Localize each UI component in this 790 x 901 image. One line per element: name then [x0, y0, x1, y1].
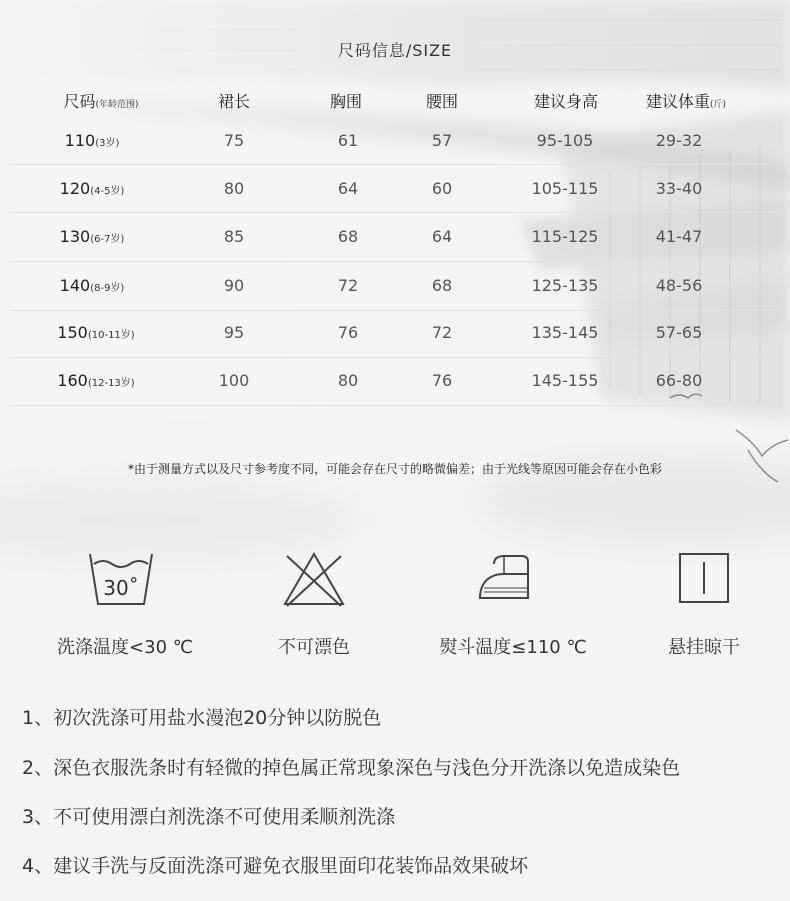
care-tip: 4、建议手洗与反面洗涤可避免衣服里面印花装饰品效果破坏 — [22, 855, 529, 877]
care-tip: 1、初次洗涤可用盐水漫泡20分钟以防脱色 — [22, 707, 382, 729]
no-bleach-icon — [279, 548, 349, 610]
chest-cell: 61 — [337, 131, 359, 150]
header-height: 建议身高 — [533, 92, 599, 111]
size-cell: 150(10-11岁) — [57, 323, 135, 342]
row-divider — [10, 310, 780, 311]
care-label-wash: 洗涤温度<30 ℃ — [57, 637, 193, 658]
care-tip: 2、深色衣服洗条时有轻微的掉色属正常现象深色与浅色分开洗涤以免造成染色 — [22, 757, 681, 779]
wash-temperature-text: 30˚ — [103, 576, 139, 600]
length-cell: 80 — [223, 179, 245, 198]
row-divider — [10, 405, 780, 406]
care-label-no-bleach: 不可漂色 — [278, 637, 350, 658]
size-cell: 160(12-13岁) — [57, 371, 135, 390]
size-table-header — [0, 89, 790, 115]
header-length: 裙长 — [217, 92, 251, 111]
waist-cell: 76 — [431, 371, 453, 390]
table-row — [0, 266, 790, 314]
weight-cell: 33-40 — [655, 179, 703, 198]
size-cell: 140(8-9岁) — [59, 276, 125, 295]
length-cell: 100 — [218, 371, 250, 390]
measurement-note: *由于测量方式以及尺寸参考度不同，可能会存在尺寸的略微偏差；由于光线等原因可能会存在小色彩 — [127, 462, 662, 476]
height-cell: 145-155 — [531, 371, 599, 390]
chest-cell: 68 — [337, 227, 359, 246]
size-cell: 130(6-7岁) — [59, 227, 125, 246]
header-chest: 胸围 — [329, 92, 363, 111]
length-cell: 95 — [223, 323, 245, 342]
waist-cell: 72 — [431, 323, 453, 342]
size-cell: 110(3岁) — [64, 131, 120, 150]
header-waist: 腰围 — [425, 92, 459, 111]
care-tip: 3、不可使用漂白剂洗涤不可使用柔顺剂洗涤 — [22, 806, 396, 828]
waist-cell: 60 — [431, 179, 453, 198]
chest-cell: 72 — [337, 276, 359, 295]
header-size: 尺码(年龄范围) — [63, 92, 139, 111]
page-title: 尺码信息/SIZE — [337, 41, 453, 60]
weight-cell: 41-47 — [655, 227, 703, 246]
table-row — [0, 217, 790, 265]
header-weight: 建议体重(斤) — [645, 92, 727, 111]
waist-cell: 64 — [431, 227, 453, 246]
row-divider — [10, 212, 780, 213]
care-label-iron: 熨斗温度≤110 ℃ — [439, 637, 587, 658]
wash-30-icon — [86, 548, 156, 610]
waist-cell: 57 — [431, 131, 453, 150]
height-cell: 105-115 — [531, 179, 599, 198]
weight-cell: 66-80 — [655, 371, 703, 390]
size-cell: 120(4-5岁) — [59, 179, 125, 198]
row-divider — [10, 164, 780, 165]
table-row — [0, 121, 790, 169]
height-cell: 95-105 — [536, 131, 594, 150]
length-cell: 85 — [223, 227, 245, 246]
table-row — [0, 169, 790, 217]
length-cell: 75 — [223, 131, 245, 150]
height-cell: 115-125 — [531, 227, 599, 246]
waist-cell: 68 — [431, 276, 453, 295]
chest-cell: 80 — [337, 371, 359, 390]
length-cell: 90 — [223, 276, 245, 295]
care-label-hang-dry: 悬挂晾干 — [668, 637, 740, 658]
row-divider — [10, 261, 780, 262]
height-cell: 125-135 — [531, 276, 599, 295]
chest-cell: 64 — [337, 179, 359, 198]
height-cell: 135-145 — [531, 323, 599, 342]
weight-cell: 48-56 — [655, 276, 703, 295]
table-row — [0, 313, 790, 361]
hang-dry-icon — [669, 548, 739, 610]
weight-cell: 57-65 — [655, 323, 703, 342]
weight-cell: 29-32 — [655, 131, 703, 150]
row-divider — [10, 357, 780, 358]
table-row — [0, 361, 790, 409]
iron-icon — [474, 548, 544, 610]
chest-cell: 76 — [337, 323, 359, 342]
